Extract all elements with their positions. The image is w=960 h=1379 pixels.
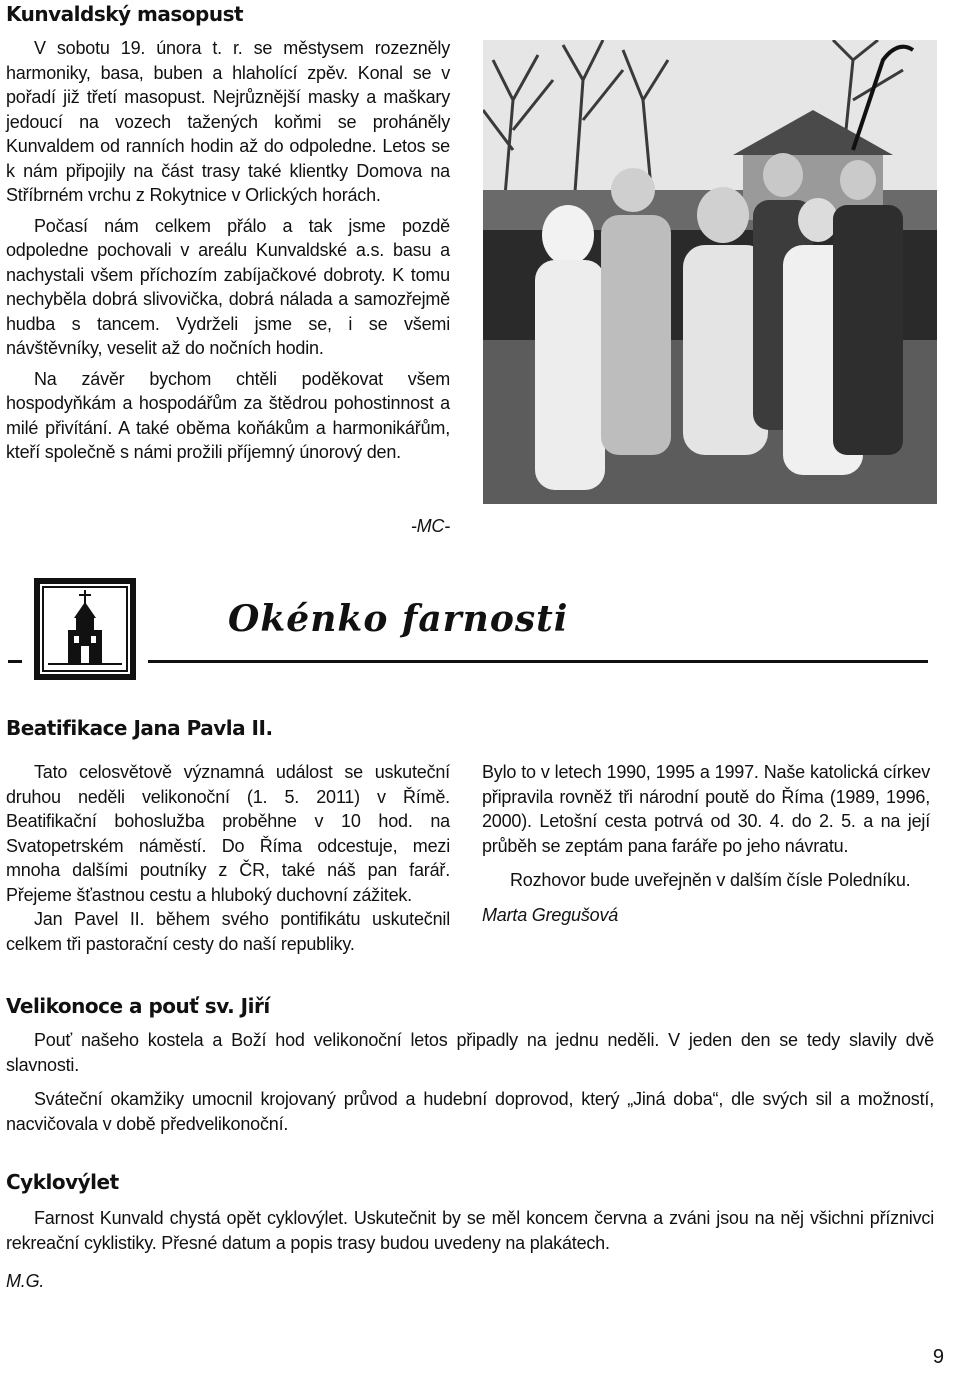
- church-icon: [34, 578, 136, 680]
- article-body-velikonoce: [6, 1028, 934, 1136]
- article-body-cyklovylet: [6, 1206, 934, 1294]
- signature-mg: M.G.: [6, 1271, 45, 1291]
- article-title-masopust: Kunvaldský masopust: [6, 2, 244, 26]
- article-title-beatifikace: Beatifikace Jana Pavla II.: [6, 716, 273, 740]
- section-rule-right: [148, 660, 928, 663]
- section-title: Okénko farnosti: [228, 598, 569, 640]
- masopust-photo: [483, 40, 937, 504]
- group-photo-illustration: [483, 40, 937, 504]
- church-glyph: [34, 578, 136, 680]
- paragraph: V sobotu 19. února t. r. se městysem rozezněly harmoniky, basa, buben a hlaholící zpěv. Konal se v pořadí již třetí masopust. Nejrůznější masky a maškary jedoucí na vozech tažených koňmi se proháněly Kunvaldem od ranních hodin až do odpoledne. Letos se k nám připojily na část trasy také klientky Domova na Stříbrném vrchu z Rokytnice v Orlických horách.: [6, 38, 450, 205]
- section-rule-left: [8, 660, 22, 663]
- paragraph: Tato celosvětově významná událost se uskuteční druhou neděli velikonoční (1. 5. 2011) v Římě. Beatifikační bohoslužba proběhne v 10 hod. na Svatopetrském náměstí. Do Říma odcestuje, mezi mnoha dalšími poutníky z ČR, také náš pan farář. Přejeme šťastnou cestu a hluboký duchovní zážitek.: [6, 762, 450, 905]
- paragraph: Jan Pavel II. během svého pontifikátu uskutečnil celkem tři pastorační cesty do naší republiky.: [6, 909, 450, 954]
- article-body-beatifikace-right: [482, 760, 930, 927]
- article-title-velikonoce: Velikonoce a pouť sv. Jiří: [6, 994, 270, 1018]
- page-number: 9: [932, 1346, 944, 1368]
- article-body-beatifikace-left: [6, 760, 450, 956]
- paragraph: Na závěr bychom chtěli poděkovat všem hospodyňkám a hospodářům za štědrou pohostinnost a milé přivítání. A také oběma koňákům a harmonikářům, kteří společně s námi prožili příjemný únorový den.: [6, 368, 450, 462]
- paragraph: Farnost Kunvald chystá opět cyklovýlet. Uskutečnit by se měl koncem června a zváni jsou na něj všichni příznivci rekreační cyklistiky. Přesné datum a popis trasy budou uvedeny na plakátech.: [6, 1208, 934, 1253]
- article-title-cyklovylet: Cyklovýlet: [6, 1170, 119, 1194]
- signature-marta: Marta Gregušová: [482, 904, 619, 925]
- signature-mc: -MC-: [410, 516, 450, 536]
- paragraph: Sváteční okamžiky umocnil krojovaný průvod a hudební doprovod, který „Jiná doba“, dle svých sil a možností, nacvičovala v době předvelikonoční.: [6, 1089, 934, 1134]
- paragraph: Počasí nám celkem přálo a tak jsme pozdě odpoledne pochovali v areálu Kunvaldské a.s. basu a nachystali všem příchozím zabíjačkové dobroty. K tomu nechyběla dobrá slivovička, dobrá nálada a samozřejmě hudba s tancem. Vydrželi jsme se, i se všemi návštěvníky, veselit až do nočních hodin.: [6, 215, 450, 358]
- paragraph: Pouť našeho kostela a Boží hod velikonoční letos připadly na jednu neděli. V jeden den se tedy slavily dvě slavnosti.: [6, 1030, 934, 1075]
- paragraph: Bylo to v letech 1990, 1995 a 1997. Naše katolická církev připravila rovněž tři národní poutě do Říma (1989, 1996, 2000). Letošní cesta potrvá od 30. 4. do 2. 5. a na její průběh se zeptám pana faráře po jeho návratu.: [482, 762, 930, 856]
- article-body-masopust: [6, 36, 450, 465]
- paragraph: Rozhovor bude uveřejněn v dalším čísle Poledníku.: [510, 870, 911, 890]
